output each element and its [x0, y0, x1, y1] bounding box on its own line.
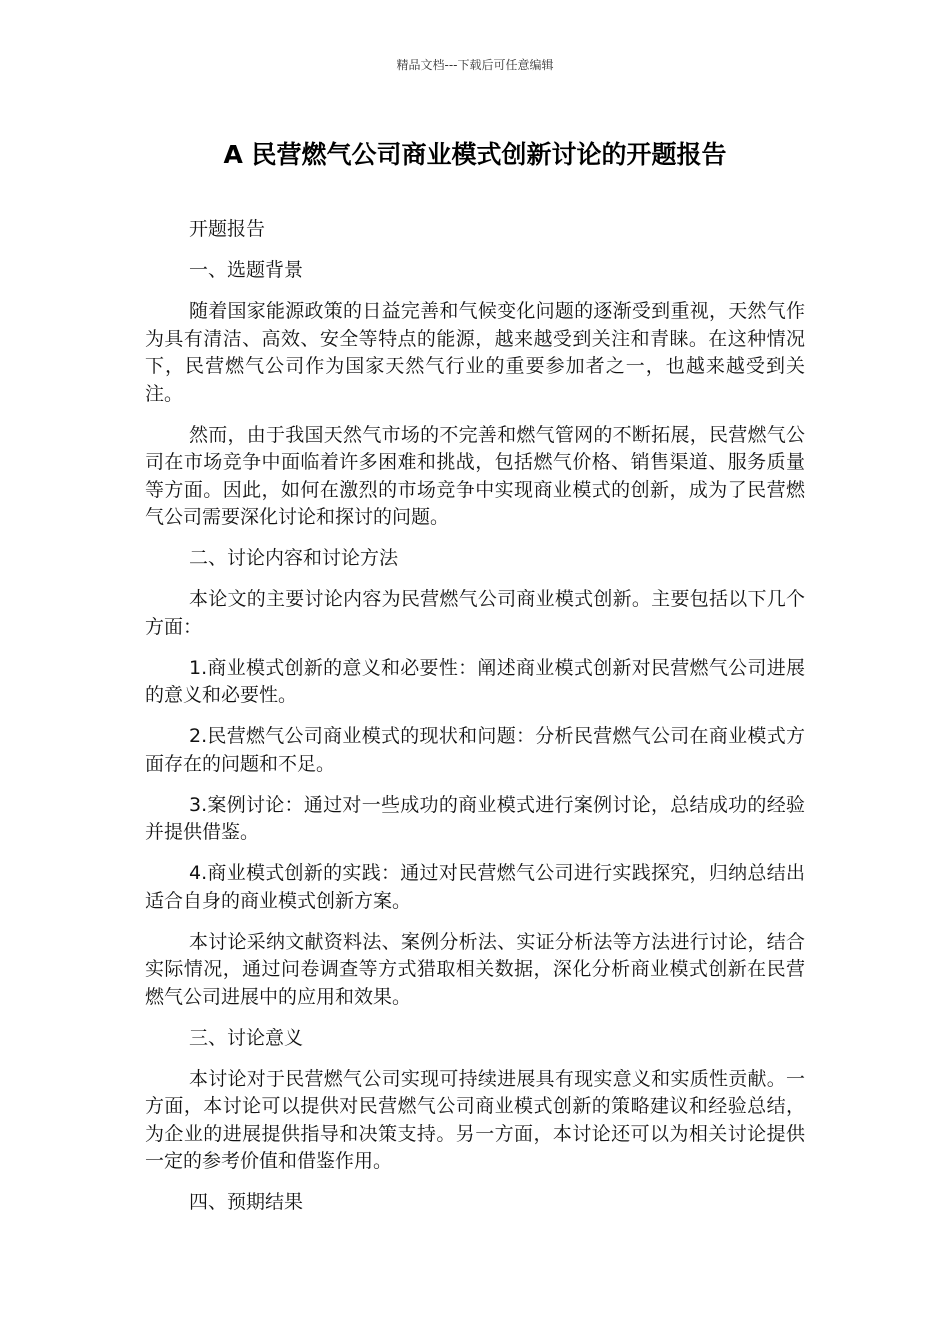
- paragraph-background-2: 然而，由于我国天然气市场的不完善和燃气管网的不断拓展，民营燃气公司在市场竞争中面临着许多困难和挑战，包括燃气价格、销售渠道、服务质量等方面。因此，如何在激烈的市场竞争中实现商业模式的创新，成为了民营燃气公司需要深化讨论和探讨的问题。: [145, 423, 805, 528]
- list-item-1: 1.商业模式创新的意义和必要性：阐述商业模式创新对民营燃气公司进展的意义和必要性。: [145, 656, 805, 706]
- list-item-4: 4.商业模式创新的实践：通过对民营燃气公司进行实践探究，归纳总结出适合自身的商业模式创新方案。: [145, 862, 805, 912]
- paragraph-methods: 本讨论采纳文献资料法、案例分析法、实证分析法等方法进行讨论，结合实际情况，通过问卷调查等方式猎取相关数据，深化分析商业模式创新在民营燃气公司进展中的应用和效果。: [145, 930, 805, 1008]
- header-note: 精品文档---下载后可任意编辑: [396, 58, 554, 72]
- section-heading-expected-results: 四、预期结果: [189, 1191, 304, 1213]
- section-heading-background: 一、选题背景: [189, 259, 304, 281]
- section-label-report: 开题报告: [189, 218, 266, 240]
- section-heading-significance: 三、讨论意义: [189, 1026, 304, 1049]
- document-title: A 民营燃气公司商业模式创新讨论的开题报告: [223, 140, 727, 169]
- paragraph-content-intro: 本论文的主要讨论内容为民营燃气公司商业模式创新。主要包括以下几个方面：: [145, 588, 805, 638]
- section-heading-content-methods: 二、讨论内容和讨论方法: [189, 547, 399, 569]
- paragraph-significance: 本讨论对于民营燃气公司实现可持续进展具有现实意义和实质性贡献。一方面，本讨论可以提供对民营燃气公司商业模式创新的策略建议和经验总结，为企业的进展提供指导和决策支持。另一方面，本讨论还可以为相关讨论提供一定的参考价值和借鉴作用。: [145, 1067, 805, 1172]
- paragraph-background-1: 随着国家能源政策的日益完善和气候变化问题的逐渐受到重视，天然气作为具有清洁、高效、安全等特点的能源，越来越受到关注和青睐。在这种情况下，民营燃气公司作为国家天然气行业的重要参加者之一，也越来越受到关注。: [145, 300, 805, 405]
- list-item-3: 3.案例讨论：通过对一些成功的商业模式进行案例讨论，总结成功的经验并提供借鉴。: [145, 793, 805, 843]
- list-item-2: 2.民营燃气公司商业模式的现状和问题：分析民营燃气公司在商业模式方面存在的问题和不足。: [145, 725, 805, 775]
- document-body: [145, 216, 805, 1230]
